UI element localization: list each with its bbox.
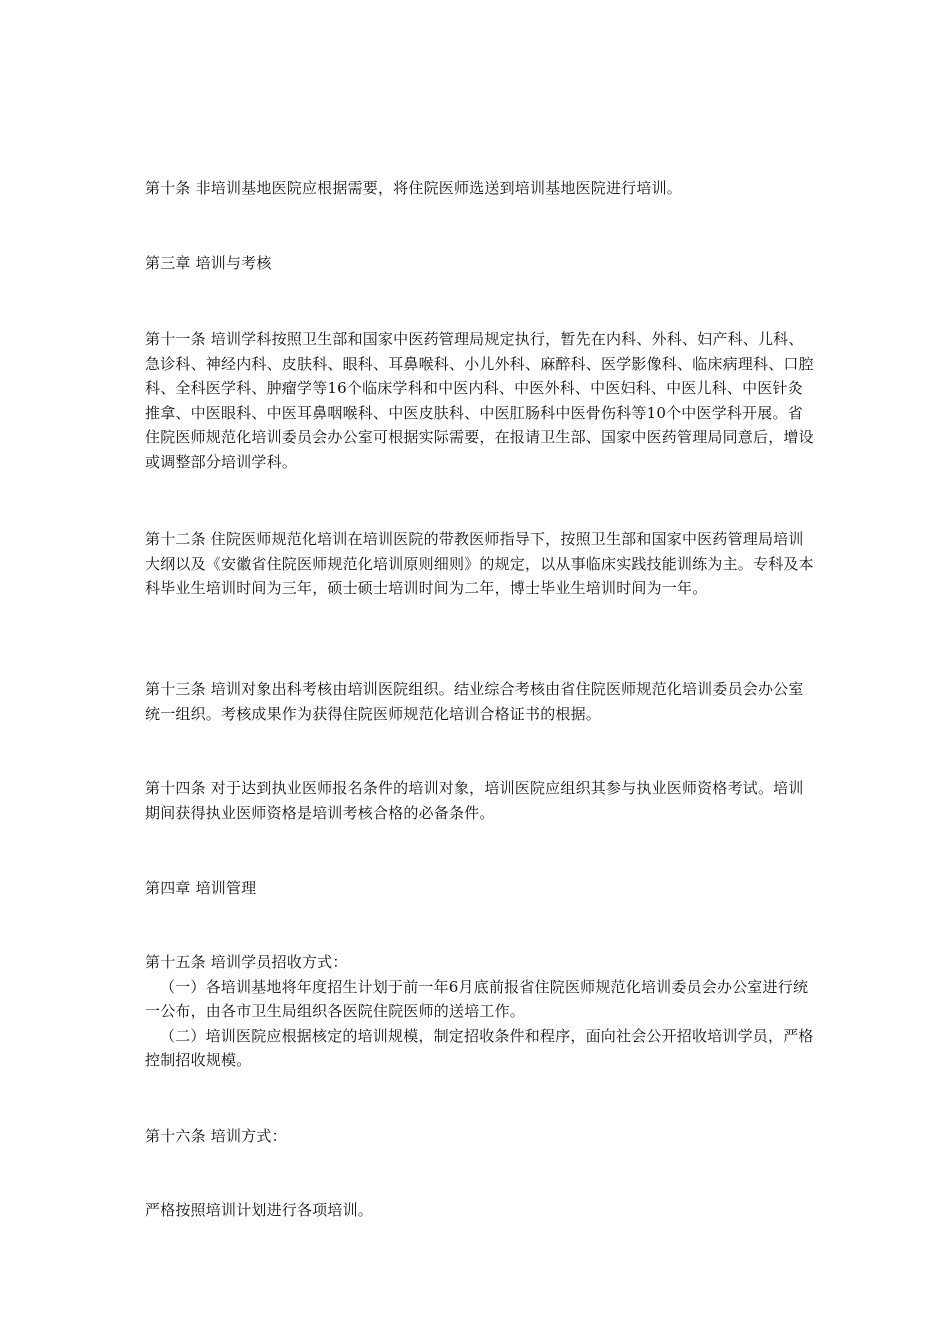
article-10 (145, 176, 815, 201)
article-16-body-text: 严格按照培训计划进行各项培训。 (145, 1201, 374, 1219)
article-15-item-2: （二）培训医院应根据核定的培训规模，制定招收条件和程序，面向社会公开招收培训学员，严格控制招收规模。 (145, 1026, 814, 1069)
article-14 (145, 776, 815, 825)
chapter-4-title: 第四章 培训管理 (145, 879, 257, 897)
article-12 (145, 527, 815, 601)
article-11-text: 第十一条 培训学科按照卫生部和国家中医药管理局规定执行，暂先在内科、外科、妇产科、儿科、急诊科、神经内科、皮肤科、眼科、耳鼻喉科、小儿外科、麻醉科、医学影像科、临床病理科、口腔科、全科医学科、肿瘤学等16个临床学科和中医内科、中医外科、中医妇科、中医儿科、中医针灸推拿、中医眼科、中医耳鼻咽喉科、中医皮肤科、中医肛肠科中医骨伤科等10个中医学科开展。省住院医师规范化培训委员会办公室可根据实际需要，在报请卫生部、国家中医药管理局同意后，增设或调整部分培训学科。 (145, 330, 814, 471)
article-14-text: 第十四条 对于达到执业医师报名条件的培训对象，培训医院应组织其参与执业医师资格考试。培训期间获得执业医师资格是培训考核合格的必备条件。 (145, 779, 804, 822)
article-10-text: 第十条 非培训基地医院应根据需要，将住院医师选送到培训基地医院进行培训。 (145, 179, 682, 197)
article-16-title: 第十六条 培训方式： (145, 1127, 287, 1145)
article-11 (145, 327, 815, 474)
article-12-text: 第十二条 住院医师规范化培训在培训医院的带教医师指导下，按照卫生部和国家中医药管理局培训大纲以及《安徽省住院医师规范化培训原则细则》的规定，以从事临床实践技能训练为主。专科及本科毕业生培训时间为三年，硕士硕士培训时间为二年，博士毕业生培训时间为一年。 (145, 530, 814, 597)
article-13-text: 第十三条 培训对象出科考核由培训医院组织。结业综合考核由省住院医师规范化培训委员会办公室统一组织。考核成果作为获得住院医师规范化培训合格证书的根据。 (145, 680, 804, 723)
article-15-title: 第十五条 培训学员招收方式： (145, 953, 348, 971)
article-16-body (145, 1198, 815, 1223)
chapter-3-heading (145, 251, 815, 276)
article-15-item-1: （一）各培训基地将年度招生计划于前一年6月底前报省住院医师规范化培训委员会办公室进行统一公布，由各市卫生局组织各医院住院医师的送培工作。 (145, 977, 809, 1020)
article-16 (145, 1124, 815, 1149)
article-15 (145, 950, 815, 1073)
chapter-3-title: 第三章 培训与考核 (145, 254, 272, 272)
article-13 (145, 677, 815, 726)
chapter-4-heading (145, 876, 815, 901)
